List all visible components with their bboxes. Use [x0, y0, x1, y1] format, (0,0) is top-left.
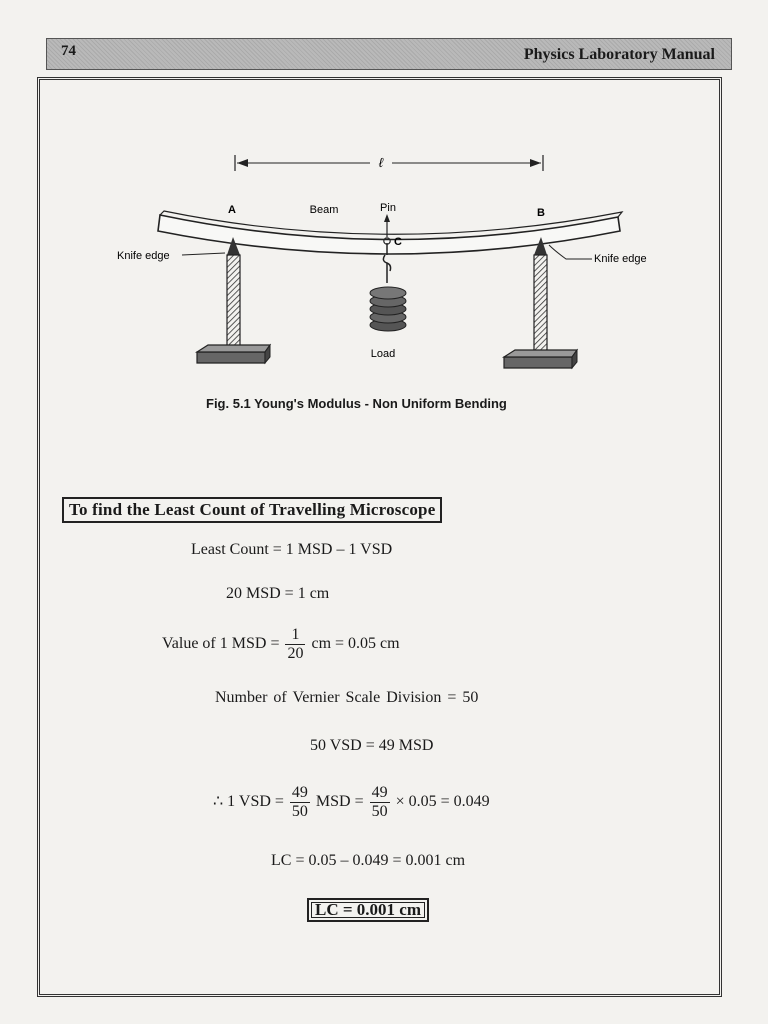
left-knife-edge	[197, 237, 270, 363]
manual-title: Physics Laboratory Manual	[523, 46, 715, 63]
lc-result: LC = 0.001 cm	[307, 898, 429, 922]
page-header	[46, 38, 732, 70]
label-c: C	[394, 236, 402, 248]
vsd-count-equation: Number of Vernier Scale Division = 50	[215, 689, 479, 706]
page-number: 74	[61, 43, 76, 59]
label-knife-left: Knife edge	[117, 250, 170, 262]
vsd-value-equation: ∴ 1 VSD = $\frac{49}{50}$ MSD = $\frac{49}{50}$ × 0.05 = 0.049	[213, 784, 490, 820]
label-knife-right: Knife edge	[594, 253, 647, 265]
msd-fraction: $\frac{1}{20}$	[287, 626, 304, 662]
vsd-fraction-1: $\frac{49}{50}$	[291, 784, 308, 820]
bending-figure	[100, 145, 680, 395]
label-beam: Beam	[309, 204, 339, 216]
figure-caption: Fig. 5.1 Young's Modulus - Non Uniform Bending	[206, 396, 507, 411]
label-a: A	[228, 204, 236, 216]
lc-calculation: LC = 0.05 – 0.049 = 0.001 cm	[271, 852, 466, 869]
label-load: Load	[370, 348, 396, 360]
length-dimension	[235, 155, 543, 171]
vsd-fraction-2: $\frac{49}{50}$	[371, 784, 388, 820]
section-heading: To find the Least Count of Travelling Microscope	[62, 497, 442, 523]
label-pin: Pin	[380, 202, 396, 214]
right-knife-edge	[504, 237, 577, 368]
msd-value-equation: Value of 1 MSD = $\frac{1}{20}$ cm = 0.05 cm	[162, 626, 400, 662]
msd-cm-equation: 20 MSD = 1 cm	[226, 585, 330, 602]
lc-definition: Least Count = 1 MSD – 1 VSD	[191, 541, 393, 558]
length-label: ℓ	[378, 155, 384, 170]
vsd-msd-equation: 50 VSD = 49 MSD	[310, 737, 434, 754]
load-weights	[370, 243, 406, 331]
label-b: B	[537, 207, 545, 219]
